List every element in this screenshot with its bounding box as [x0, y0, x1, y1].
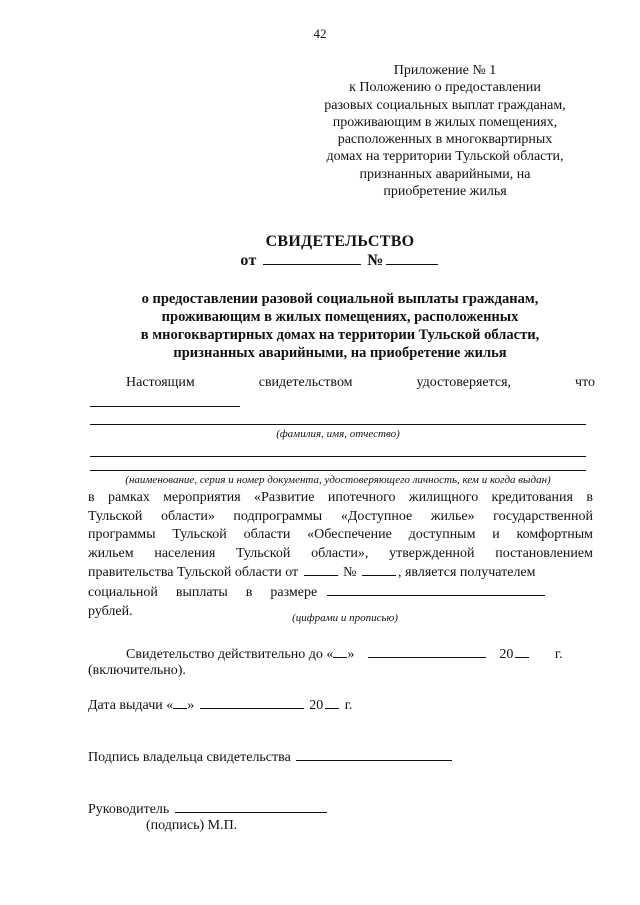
- fio-blank-short[interactable]: [90, 406, 240, 407]
- body-paragraph: [88, 489, 593, 621]
- decree-number-blank[interactable]: [362, 563, 396, 576]
- certify-word: удостоверяется,: [416, 375, 512, 390]
- appendix-line: к Положению о предоставлении: [349, 80, 541, 96]
- payment-row: социальной выплаты в размере: [88, 583, 593, 603]
- body-row: в рамках мероприятия «Развитие ипотечного жилищного кредитования в: [88, 490, 593, 505]
- title-number-line: [0, 252, 640, 270]
- head-signature-caption: (подпись) М.П.: [146, 818, 238, 833]
- certify-word: свидетельством: [258, 375, 353, 390]
- issue-month-blank[interactable]: [200, 696, 304, 709]
- title-number-label: №: [367, 252, 384, 269]
- certify-word: что: [575, 375, 595, 390]
- government-row: [88, 563, 593, 583]
- fio-caption: (фамилия, имя, отчество): [276, 428, 400, 440]
- subject-line: в многоквартирных домах на территории Тульской области,: [140, 327, 540, 343]
- appendix-line: расположенных в многоквартирных: [337, 132, 553, 148]
- appendix-header: [300, 62, 590, 200]
- body-row: жильем населения Тульской области», утвержденной постановлением: [88, 545, 593, 561]
- subject-line: проживающим в жилых помещениях, расположенных: [161, 309, 519, 325]
- owner-signature-blank[interactable]: [296, 748, 452, 761]
- amount-caption: (цифрами и прописью): [292, 612, 398, 624]
- issue-date-row: Дата выдачи « » 20 г.: [88, 698, 353, 713]
- rubles-text: рублей.: [88, 603, 133, 619]
- appendix-line: Приложение № 1: [393, 63, 497, 78]
- owner-signature-row: Подпись владельца свидетельства: [88, 748, 454, 766]
- appendix-line: признанных аварийными, на: [359, 166, 531, 182]
- document-title: [0, 233, 640, 270]
- validity-row: Свидетельство действительно до « » 20 г.: [126, 647, 563, 662]
- title-text: СВИДЕТЕЛЬСТВО: [265, 233, 415, 250]
- appendix-line: проживающим в жилых помещениях,: [332, 114, 558, 130]
- appendix-line: приобретение жилья: [383, 184, 507, 200]
- head-signature-blank[interactable]: [175, 800, 327, 813]
- date-blank[interactable]: [263, 252, 361, 265]
- validity-inclusive: (включительно).: [88, 663, 186, 678]
- certify-row: [126, 374, 595, 393]
- issue-year-blank[interactable]: [325, 696, 339, 709]
- appendix-line: домах на территории Тульской области,: [326, 149, 564, 165]
- body-row: программы Тульской области «Обеспечение доступным и комфортным: [88, 527, 593, 543]
- document-caption: (наименование, серия и номер документа, удостоверяющего личность, кем и когда выдан): [125, 474, 551, 486]
- document-blank-1[interactable]: [90, 456, 586, 457]
- certify-word: Настоящим: [126, 375, 195, 390]
- head-signature-row: Руководитель: [88, 800, 329, 818]
- recipient-text: , является получателем: [397, 565, 536, 581]
- decree-number-label: №: [343, 565, 357, 581]
- page-number: 42: [313, 26, 327, 41]
- valid-month-blank[interactable]: [368, 645, 486, 658]
- subject-line: о предоставлении разовой социальной выплаты гражданам,: [141, 291, 539, 307]
- document-blank-2[interactable]: [90, 470, 586, 471]
- valid-day-blank[interactable]: [333, 645, 347, 658]
- government-text: правительства Тульской области от: [88, 565, 299, 581]
- subject-line: признанных аварийными, на приобретение жилья: [173, 345, 507, 361]
- title-from-label: от: [240, 252, 257, 269]
- decree-date-blank[interactable]: [304, 563, 338, 576]
- valid-year-blank[interactable]: [515, 645, 529, 658]
- number-blank[interactable]: [386, 252, 438, 265]
- fio-blank-full[interactable]: [90, 424, 586, 425]
- issue-day-blank[interactable]: [173, 696, 187, 709]
- amount-blank[interactable]: [327, 583, 545, 596]
- body-row: Тульской области» подпрограммы «Доступное жилье» государственной: [88, 508, 593, 524]
- document-subject: [0, 290, 640, 362]
- appendix-line: разовых социальных выплат гражданам,: [324, 97, 566, 113]
